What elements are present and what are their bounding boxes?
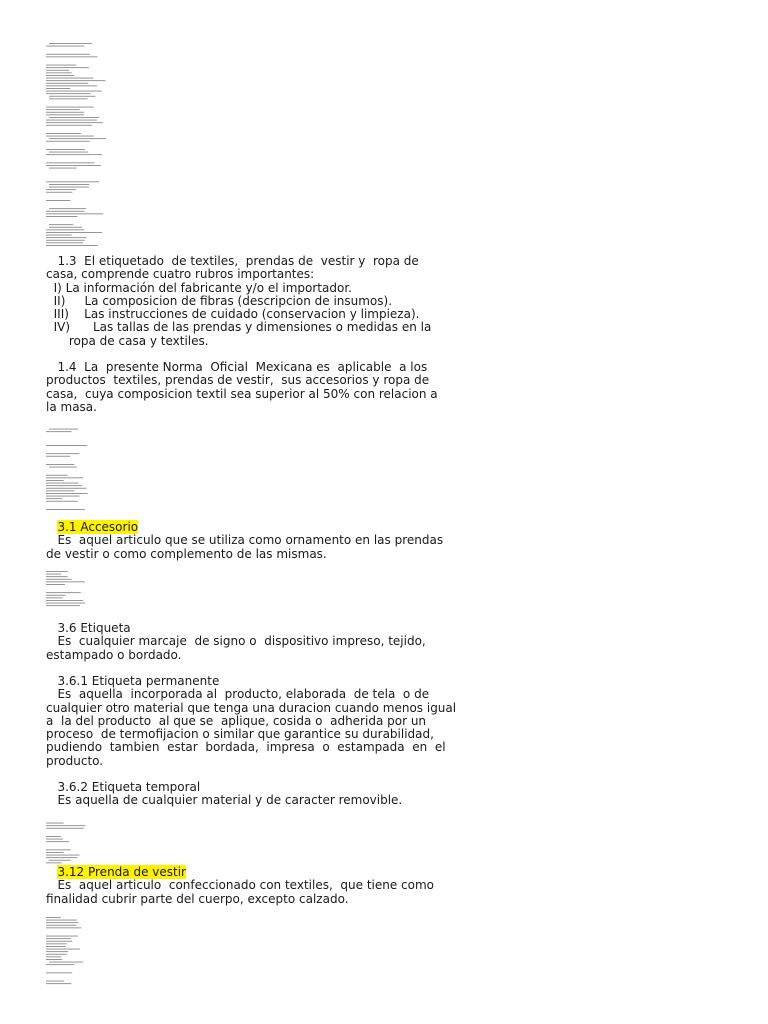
tiny-text-line bbox=[46, 584, 65, 585]
text-line: cualquier otro material que tenga una duracion cuando menos igual bbox=[46, 700, 457, 715]
text-line: 1.3 El etiquetado de textiles, prendas de vestir y ropa de bbox=[46, 254, 419, 268]
tiny-text-line bbox=[46, 949, 80, 950]
tiny-text-line bbox=[49, 168, 77, 169]
tiny-text-line bbox=[49, 98, 88, 99]
tiny-text-line bbox=[46, 964, 75, 965]
text-line: Es aquel articulo confeccionado con textiles, que tiene como bbox=[46, 878, 435, 893]
tiny-text-line bbox=[46, 951, 68, 952]
tiny-text-line bbox=[46, 229, 84, 230]
text-line: productos textiles, prendas de vestir, sus accesorios y ropa de bbox=[46, 373, 430, 388]
tiny-text-line bbox=[46, 956, 61, 957]
tiny-text-line bbox=[46, 477, 83, 478]
tiny-text-line bbox=[46, 936, 78, 937]
tiny-text-line bbox=[46, 579, 72, 580]
tiny-text-line bbox=[46, 240, 85, 241]
tiny-text-line bbox=[46, 162, 95, 163]
text-line: casa, comprende cuatro rubros importantes: bbox=[46, 267, 315, 282]
text-line: casa, cuya composicion textil sea superior al 50% con relacion a bbox=[46, 386, 438, 401]
tiny-text-line bbox=[46, 925, 76, 926]
section-3-6-1 bbox=[46, 674, 457, 768]
tiny-text-line bbox=[46, 943, 67, 944]
tiny-text-line bbox=[46, 498, 63, 499]
tiny-text-line bbox=[46, 828, 84, 829]
text-line: Es aquella de cualquier material y de caracter removible. bbox=[46, 793, 403, 808]
tiny-text-line bbox=[46, 855, 80, 856]
text-line: 1.4 La presente Norma Oficial Mexicana es aplicable a los bbox=[46, 360, 428, 374]
tiny-text-line bbox=[46, 823, 64, 824]
tiny-text-line bbox=[46, 133, 81, 134]
tiny-text-line bbox=[46, 841, 69, 842]
tiny-text-line bbox=[46, 488, 87, 489]
tiny-text-line bbox=[46, 485, 82, 486]
section-3-12 bbox=[46, 865, 435, 906]
tiny-text-line bbox=[46, 825, 85, 826]
tiny-text-line bbox=[46, 490, 75, 491]
section-1-3 bbox=[46, 254, 432, 348]
tiny-text-line bbox=[46, 65, 76, 66]
text-line: a la del producto al que se aplique, cosida o adherida por un bbox=[46, 713, 427, 728]
tiny-text-line bbox=[46, 237, 87, 238]
text-line: producto. bbox=[46, 753, 104, 768]
tiny-text-line bbox=[46, 509, 85, 510]
tiny-text-line bbox=[46, 946, 66, 947]
tiny-text-line bbox=[46, 93, 91, 94]
tiny-text-line bbox=[46, 213, 103, 214]
text-line: la masa. bbox=[46, 399, 97, 414]
tiny-text-line bbox=[46, 431, 71, 432]
tiny-text-line bbox=[46, 67, 89, 68]
tiny-text-line bbox=[46, 112, 84, 113]
tiny-text-line bbox=[46, 972, 72, 973]
tiny-text-line bbox=[46, 78, 93, 79]
tiny-text-line bbox=[46, 576, 68, 577]
text-line: II) La composicion de fibras (descripcion de insumos). bbox=[46, 293, 393, 308]
tiny-text-line bbox=[46, 493, 88, 494]
tiny-text-line bbox=[46, 242, 83, 243]
heading-etiqueta-temporal: 3.6.2 Etiqueta temporal bbox=[46, 780, 201, 794]
tiny-text-line bbox=[46, 46, 84, 47]
tiny-text-block-2 bbox=[46, 422, 91, 512]
tiny-text-lines-5 bbox=[46, 916, 86, 986]
tiny-text-line bbox=[46, 605, 80, 606]
heading-etiqueta-permanente: 3.6.1 Etiqueta permanente bbox=[46, 674, 220, 688]
tiny-text-line bbox=[46, 70, 69, 71]
tiny-text-line bbox=[46, 927, 82, 928]
text-line: Es cualquier marcaje de signo o dispositivo impreso, tejido, bbox=[46, 634, 426, 649]
tiny-text-line bbox=[46, 56, 98, 57]
tiny-text-line bbox=[46, 136, 94, 137]
tiny-text-line bbox=[46, 192, 72, 193]
tiny-text-line bbox=[46, 114, 84, 115]
tiny-text-block-4 bbox=[46, 816, 86, 864]
text-line: III) Las instrucciones de cuidado (conservacion y limpieza). bbox=[46, 307, 420, 322]
tiny-text-line bbox=[46, 83, 88, 84]
tiny-text-line bbox=[46, 235, 72, 236]
tiny-text-line bbox=[46, 85, 97, 86]
tiny-text-line bbox=[46, 836, 61, 837]
tiny-text-line bbox=[49, 152, 88, 153]
tiny-text-line bbox=[46, 496, 80, 497]
tiny-text-line bbox=[49, 962, 83, 963]
tiny-text-line bbox=[49, 184, 89, 185]
tiny-text-line bbox=[46, 480, 64, 481]
section-3-6-2 bbox=[46, 780, 403, 808]
text-line: Es aquella incorporada al producto, elaborada de tela o de bbox=[46, 687, 430, 702]
tiny-text-line bbox=[46, 216, 77, 217]
tiny-text-line bbox=[46, 981, 64, 982]
tiny-text-line bbox=[46, 941, 72, 942]
tiny-text-line bbox=[46, 154, 102, 155]
tiny-text-line bbox=[49, 43, 92, 44]
tiny-text-line bbox=[46, 501, 78, 502]
tiny-text-line bbox=[46, 107, 94, 108]
text-line: finalidad cubrir parte del cuerpo, excepto calzado. bbox=[46, 891, 349, 906]
tiny-text-line bbox=[46, 922, 79, 923]
tiny-text-block-3 bbox=[46, 570, 86, 608]
tiny-text-line bbox=[46, 600, 83, 601]
section-1-4 bbox=[46, 360, 438, 414]
tiny-text-line bbox=[46, 597, 63, 598]
tiny-text-line bbox=[49, 860, 71, 861]
tiny-text-line bbox=[46, 125, 92, 126]
tiny-text-line bbox=[46, 938, 71, 939]
tiny-text-lines-3 bbox=[46, 570, 86, 608]
tiny-text-block-5 bbox=[46, 916, 86, 986]
text-line: estampado o bordado. bbox=[46, 647, 182, 662]
tiny-text-line bbox=[46, 475, 68, 476]
tiny-text-block-top bbox=[46, 42, 106, 247]
tiny-text-line bbox=[49, 117, 99, 118]
section-3-6 bbox=[46, 621, 426, 662]
tiny-text-line bbox=[46, 88, 70, 89]
tiny-text-line bbox=[49, 429, 78, 430]
tiny-text-line bbox=[46, 581, 85, 582]
tiny-text-line bbox=[46, 592, 81, 593]
tiny-text-line bbox=[46, 141, 90, 142]
tiny-text-line bbox=[46, 54, 90, 55]
tiny-text-line bbox=[46, 72, 72, 73]
tiny-text-line bbox=[46, 211, 85, 212]
tiny-text-line bbox=[46, 245, 98, 246]
text-line: IV) Las tallas de las prendas y dimensiones o medidas en la bbox=[46, 320, 432, 335]
tiny-text-lines-2 bbox=[46, 422, 91, 512]
tiny-text-line bbox=[49, 467, 77, 468]
tiny-text-line bbox=[46, 189, 76, 190]
heading-accesorio: 3.1 Accesorio bbox=[57, 520, 139, 534]
tiny-text-line bbox=[46, 109, 80, 110]
tiny-text-line bbox=[46, 483, 79, 484]
tiny-text-line bbox=[49, 208, 86, 209]
tiny-text-line bbox=[46, 120, 97, 121]
tiny-text-line bbox=[46, 91, 102, 92]
tiny-text-line bbox=[46, 954, 67, 955]
section-3-1 bbox=[46, 520, 444, 561]
tiny-text-line bbox=[46, 149, 85, 150]
tiny-text-line bbox=[46, 165, 101, 166]
tiny-text-line bbox=[46, 122, 103, 123]
tiny-text-line bbox=[49, 227, 82, 228]
tiny-text-line bbox=[46, 200, 70, 201]
tiny-text-line bbox=[46, 464, 74, 465]
tiny-text-line bbox=[46, 80, 105, 81]
text-line: ropa de casa y textiles. bbox=[46, 333, 209, 348]
tiny-text-line bbox=[46, 920, 77, 921]
tiny-text-line bbox=[46, 445, 87, 446]
text-line: I) La información del fabricante y/o el importador. bbox=[46, 280, 352, 295]
heading-prenda-de-vestir: 3.12 Prenda de vestir bbox=[57, 865, 186, 879]
tiny-text-lines-top bbox=[46, 42, 106, 247]
text-line: proceso de termofijacion o similar que garantice su durabilidad, bbox=[46, 727, 434, 742]
tiny-text-line bbox=[46, 862, 62, 863]
tiny-text-line bbox=[46, 232, 102, 233]
tiny-text-line bbox=[46, 574, 61, 575]
tiny-text-line bbox=[46, 456, 70, 457]
tiny-text-line bbox=[46, 839, 63, 840]
tiny-text-line bbox=[46, 453, 79, 454]
tiny-text-lines-4 bbox=[46, 816, 86, 864]
tiny-text-line bbox=[46, 595, 66, 596]
tiny-text-line bbox=[46, 959, 62, 960]
tiny-text-line bbox=[46, 181, 99, 182]
tiny-text-line bbox=[46, 571, 68, 572]
tiny-text-line bbox=[49, 96, 96, 97]
heading-etiqueta: 3.6 Etiqueta bbox=[46, 621, 131, 635]
tiny-text-line bbox=[46, 603, 85, 604]
text-line: Es aquel articulo que se utiliza como ornamento en las prendas bbox=[46, 533, 444, 548]
tiny-text-line bbox=[46, 852, 64, 853]
text-line: pudiendo tambien estar bordada, impresa o estampada en el bbox=[46, 740, 446, 755]
text-line: de vestir o como complemento de las mismas. bbox=[46, 546, 327, 561]
tiny-text-line bbox=[46, 857, 77, 858]
tiny-text-line bbox=[49, 187, 89, 188]
tiny-text-line bbox=[49, 138, 106, 139]
tiny-text-line bbox=[46, 917, 61, 918]
tiny-text-line bbox=[46, 849, 71, 850]
tiny-text-line bbox=[49, 224, 73, 225]
tiny-text-line bbox=[46, 983, 71, 984]
tiny-text-line bbox=[46, 75, 74, 76]
